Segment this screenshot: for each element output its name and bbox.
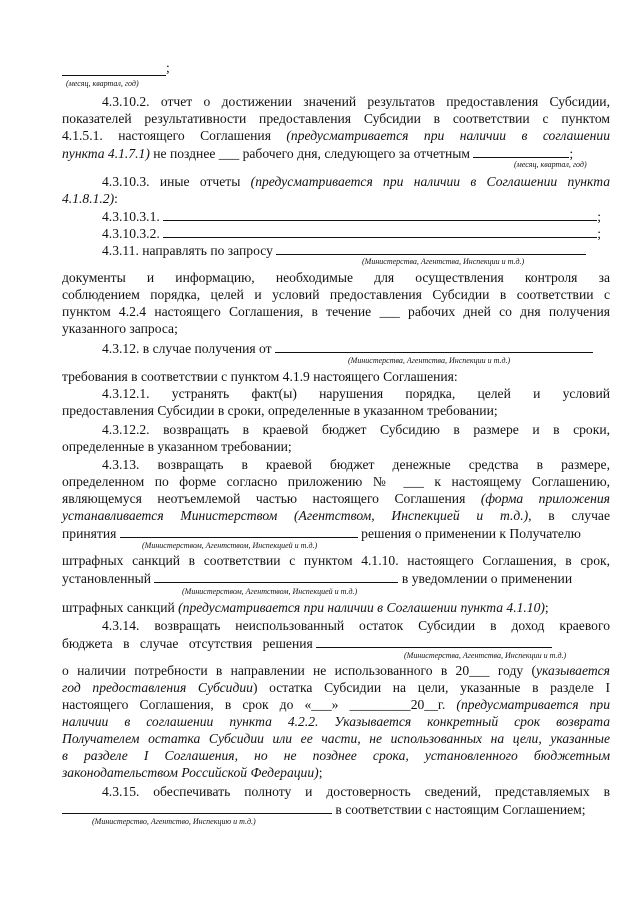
para-4-3-14-line3: о наличии потребности в направлении не использованного в 20___ году (указывается bbox=[62, 663, 610, 678]
para-4-3-14-line4: год предоставления Субсидии) остатка Субсидии на цели, указанные в разделе I bbox=[62, 680, 611, 695]
caption: (Министерства, Агентства, Инспекции и т.д.) bbox=[362, 257, 525, 266]
para-4-3-13-line6: штрафных санкций в соответствии с пунктом 4.1.10. настоящего Соглашения, в срок, bbox=[62, 553, 610, 568]
para-4-3-13-line2: определенном по форме согласно приложению № ___ к настоящему Соглашению, bbox=[62, 474, 610, 489]
caption: (месяц, квартал, год) bbox=[66, 79, 139, 88]
para-4-3-13-line5: принятия решения о применении к Получателю bbox=[62, 526, 581, 541]
para-4-3-11-line3: соблюдением порядка, целей и условий предоставления Субсидии в соответствии с bbox=[62, 287, 610, 302]
para-4-3-14-line1: 4.3.14. возвращать неиспользованный остаток Субсидии в доход краевого bbox=[102, 618, 610, 633]
para-4-3-10-2-line2: показателей результативности предоставления Субсидии в соответствии с пунктом bbox=[62, 111, 610, 126]
blank-line bbox=[62, 75, 166, 76]
para-4-3-10-3-line2: 4.1.8.1.2): bbox=[62, 191, 118, 206]
para-4-3-13-line3: являющемуся неотъемлемой частью настоящего Соглашения (форма приложения bbox=[62, 491, 610, 506]
para-4-3-10-2-line3: 4.1.5.1. настоящего Соглашения (предусматривается при наличии в соглашении bbox=[62, 128, 610, 143]
para-4-3-13-line1: 4.3.13. возвращать в краевой бюджет денежные средства в размере, bbox=[102, 457, 610, 472]
para-4-3-15-line1: 4.3.15. обеспечивать полноту и достоверность сведений, представляемых в bbox=[102, 784, 610, 799]
para-4-3-10-3-1: 4.3.10.3.1. ; bbox=[102, 209, 601, 224]
para-4-3-12-line2: требования в соответствии с пунктом 4.1.9 настоящего Соглашения: bbox=[62, 369, 458, 384]
para-4-3-10-3-2: 4.3.10.3.2. ; bbox=[102, 226, 601, 241]
para-4-3-13-line8: штрафных санкций (предусматривается при наличии в Соглашении пункта 4.1.10); bbox=[62, 600, 549, 615]
para-4-3-10-2-line4: пункта 4.1.7.1) не позднее ___ рабочего дня, следующего за отчетным ; bbox=[62, 146, 574, 161]
para-4-3-12-1-line1: 4.3.12.1. устранять факт(ы) нарушения порядка, целей и условий bbox=[102, 386, 610, 401]
para-4-3-13-line4: устанавливается Министерством (Агентством, Инспекцией и т.д.), в случае bbox=[62, 508, 610, 523]
para-4-3-14-line2: бюджета в случае отсутствия решения bbox=[62, 635, 610, 652]
para-4-3-12-1-line2: предоставления Субсидии в сроки, определенные в указанном требовании; bbox=[62, 403, 498, 418]
para-4-3-14-line5: настоящего Соглашения, в срок до «___» _________20__г. (предусматривается при bbox=[62, 697, 610, 712]
caption: (месяц, квартал, год) bbox=[514, 160, 587, 169]
para-4-3-11-line4: пунктом 4.2.4 настоящего Соглашения, в течение ___ рабочих дней со дня получения bbox=[62, 304, 610, 319]
caption: (Министерством, Агентством, Инспекцией и т.д.) bbox=[182, 587, 358, 596]
para-4-3-11-line5: указанного запроса; bbox=[62, 321, 178, 336]
para-4-3-10-3-line1: 4.3.10.3. иные отчеты (предусматривается при наличии в Соглашении пункта bbox=[102, 174, 610, 189]
para-4-3-10-2-line1: 4.3.10.2. отчет о достижении значений результатов предоставления Субсидии, bbox=[102, 94, 610, 109]
para-4-3-14-line6: наличии в соглашении пункта 4.2.2. Указывается конкретный срок возврата bbox=[62, 714, 610, 729]
para-4-3-12-line1: 4.3.12. в случае получения от bbox=[62, 340, 610, 357]
semicolon: ; bbox=[166, 60, 170, 75]
para-4-3-11-line2: документы и информацию, необходимые для осуществления контроля за bbox=[62, 270, 610, 285]
caption: (Министерства, Агентства, Инспекции и т.д.) bbox=[348, 356, 511, 365]
para-4-3-13-line7: установленный в уведомлении о применении bbox=[62, 571, 573, 586]
para-4-3-14-line7: Получателем остатка Субсидии или ее части, не использованных на цели, указанные bbox=[62, 731, 610, 746]
caption: (Министерство, Агентство, Инспекцию и т.д.) bbox=[92, 817, 256, 826]
para-4-3-12-2-line2: определенные в указанном требовании; bbox=[62, 439, 292, 454]
para-4-3-11-line1: 4.3.11. направлять по запросу bbox=[62, 242, 610, 259]
para-4-3-14-line9: законодательством Российской Федерации); bbox=[62, 765, 323, 780]
para-4-3-12-2-line1: 4.3.12.2. возвращать в краевой бюджет Субсидию в размере и в сроки, bbox=[102, 422, 610, 437]
para-4-3-14-line8: в разделе I Соглашения, но не позднее срока, установленного бюджетным bbox=[62, 748, 610, 763]
caption: (Министерством, Агентством, Инспекцией и т.д.) bbox=[142, 541, 318, 550]
para-4-3-15-line2: в соответствии с настоящим Соглашением; bbox=[62, 801, 610, 818]
caption: (Министерства, Агентства, Инспекции и т.д.) bbox=[404, 651, 567, 660]
